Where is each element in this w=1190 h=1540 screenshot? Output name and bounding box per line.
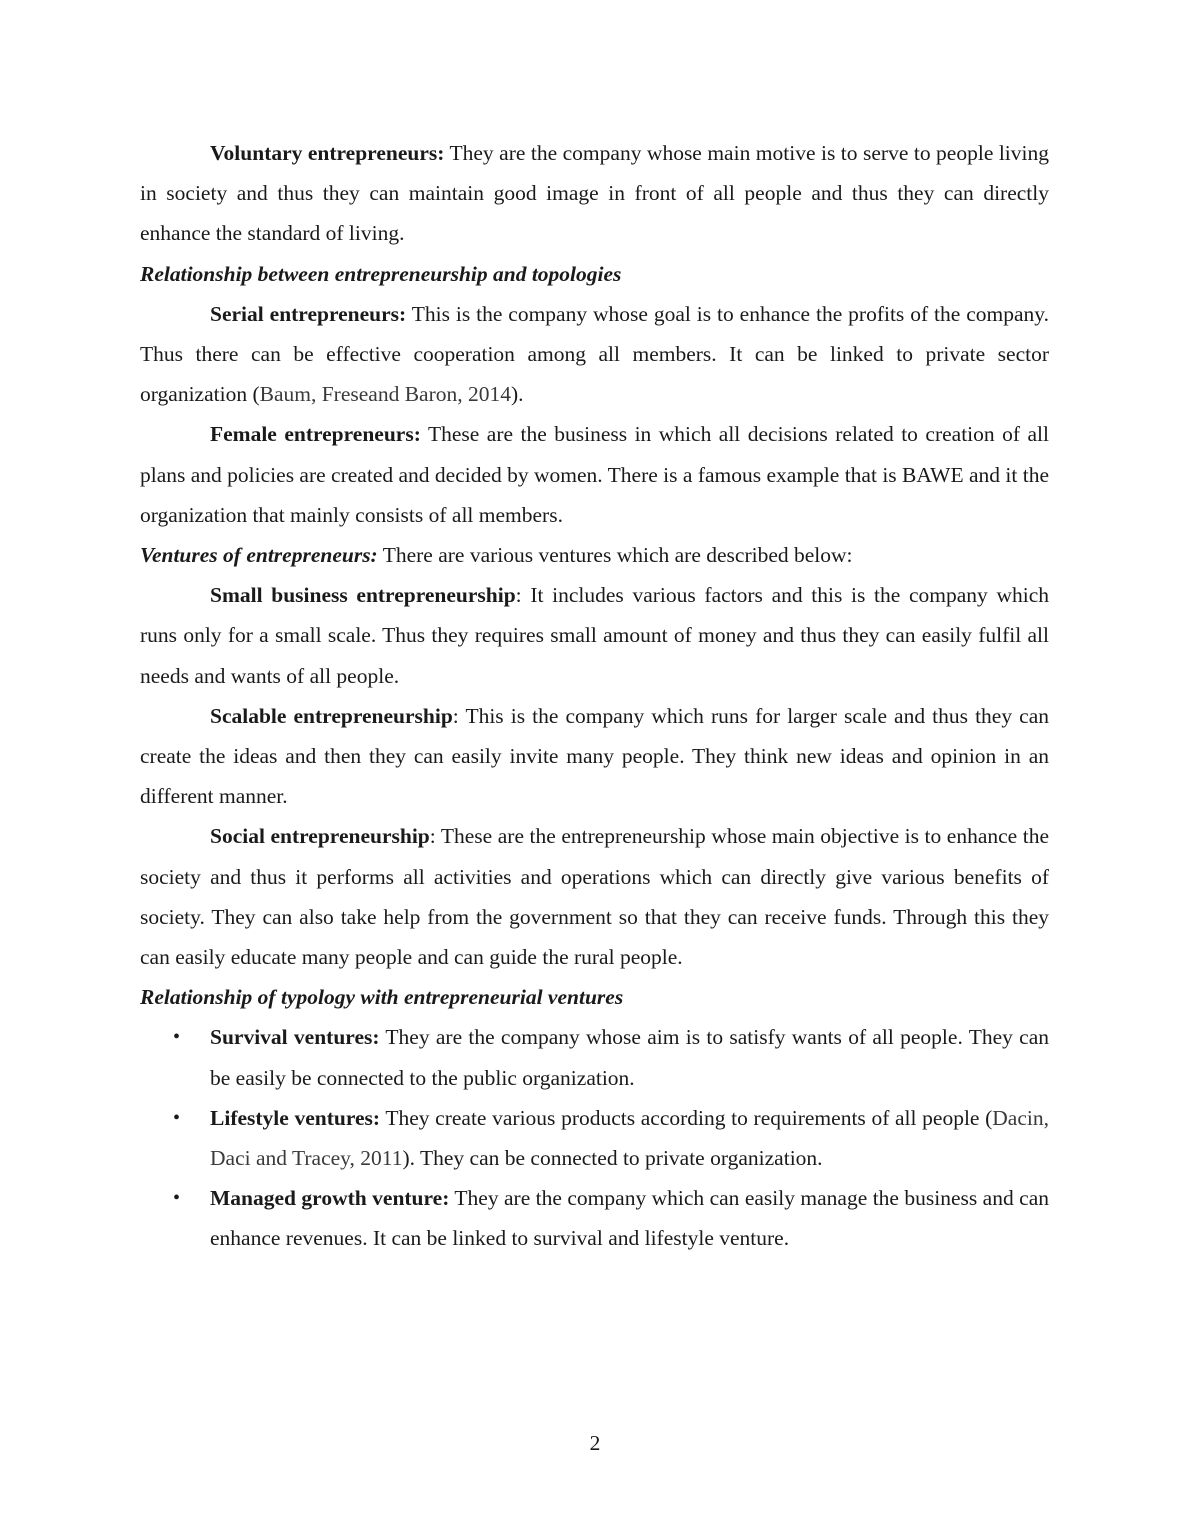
heading-relationship-entrepreneurship-topologies: Relationship between entrepreneurship and topologies	[140, 261, 622, 286]
term-scalable-entrepreneurship: Scalable entrepreneurship	[210, 703, 453, 728]
term-survival-ventures: Survival ventures:	[210, 1025, 380, 1050]
ventures-bullet-list	[140, 1017, 1049, 1258]
paragraph-text-end: ).	[511, 382, 524, 407]
term-social-entrepreneurship: Social entrepreneurship	[210, 824, 430, 849]
bullet-icon: •	[173, 1026, 181, 1049]
term-ventures-of-entrepreneurs: Ventures of entrepreneurs:	[140, 543, 378, 568]
paragraph-voluntary-entrepreneurs	[140, 133, 1049, 254]
bullet-icon: •	[173, 1187, 181, 1210]
paragraph-social-entrepreneurship	[140, 816, 1049, 977]
paragraph-ventures-of-entrepreneurs	[140, 535, 1049, 575]
term-serial-entrepreneurs: Serial entrepreneurs:	[210, 301, 407, 326]
term-voluntary-entrepreneurs: Voluntary entrepreneurs:	[210, 141, 445, 165]
bullet-icon: •	[173, 1106, 181, 1129]
citation: Baum, Freseand Baron, 2014	[259, 382, 511, 407]
document-page	[140, 133, 1049, 1259]
paragraph-text: : This is the company which runs for larger scale and thus they can create the ideas and then they can easily invite many people. They think new ideas and opinion in an different manner.	[140, 703, 1050, 809]
citation: Dacin, Daci and Tracey, 2011	[210, 1105, 1049, 1171]
list-item-text: They create various products according to requirements of all people (	[380, 1105, 993, 1130]
term-female-entrepreneurs: Female entrepreneurs:	[210, 422, 421, 447]
paragraph-text: These are the business in which all decisions related to creation of all plans and policies are created and decided by women. There is a famous example that is BAWE and it the organization that mainly consists of all members.	[140, 422, 1049, 527]
list-item-text: They are the company whose aim is to satisfy wants of all people. They can be easily be connected to the public organization.	[210, 1025, 1049, 1090]
list-item-lifestyle-ventures	[140, 1098, 1049, 1178]
list-item-survival-ventures	[140, 1017, 1049, 1097]
term-small-business-entrepreneurship: Small business entrepreneurship	[210, 583, 516, 608]
term-managed-growth-venture: Managed growth venture:	[210, 1186, 450, 1211]
paragraph-text: : These are the entrepreneurship whose main objective is to enhance the society and thus it performs all activities and operations which can directly give various benefits of society. They can also take help from the government so that they can receive funds. Through this they can easily educate many people and can guide the rural people.	[140, 824, 1049, 970]
paragraph-text: There are various ventures which are described below:	[377, 543, 853, 568]
paragraph-serial-entrepreneurs	[140, 294, 1049, 415]
paragraph-text: : It includes various factors and this is the company which runs only for a small scale. Thus they requires small amount of money and thus they can easily fulfil all needs and wants of all people.	[140, 583, 1049, 688]
term-lifestyle-ventures: Lifestyle ventures:	[210, 1105, 381, 1130]
paragraph-scalable-entrepreneurship	[140, 696, 1049, 817]
paragraph-text: This is the company whose goal is to enhance the profits of the company. Thus there can be effective cooperation among all members. It can be linked to private sector organization (	[140, 301, 1049, 407]
paragraph-small-business-entrepreneurship	[140, 575, 1049, 696]
list-item-text-end: ). They can be connected to private organization.	[402, 1146, 823, 1171]
list-item-managed-growth-venture	[140, 1178, 1049, 1258]
page-number: 2	[589, 1431, 601, 1455]
heading-relationship-typology-ventures: Relationship of typology with entrepreneurial ventures	[140, 985, 624, 1010]
paragraph-text: They are the company whose main motive is to serve to people living in society and thus they can maintain good image in front of all people and thus they can directly enhance the standard of living.	[140, 141, 1050, 246]
paragraph-female-entrepreneurs	[140, 414, 1049, 535]
list-item-text: They are the company which can easily manage the business and can enhance revenues. It can be linked to survival and lifestyle venture.	[210, 1186, 1049, 1251]
